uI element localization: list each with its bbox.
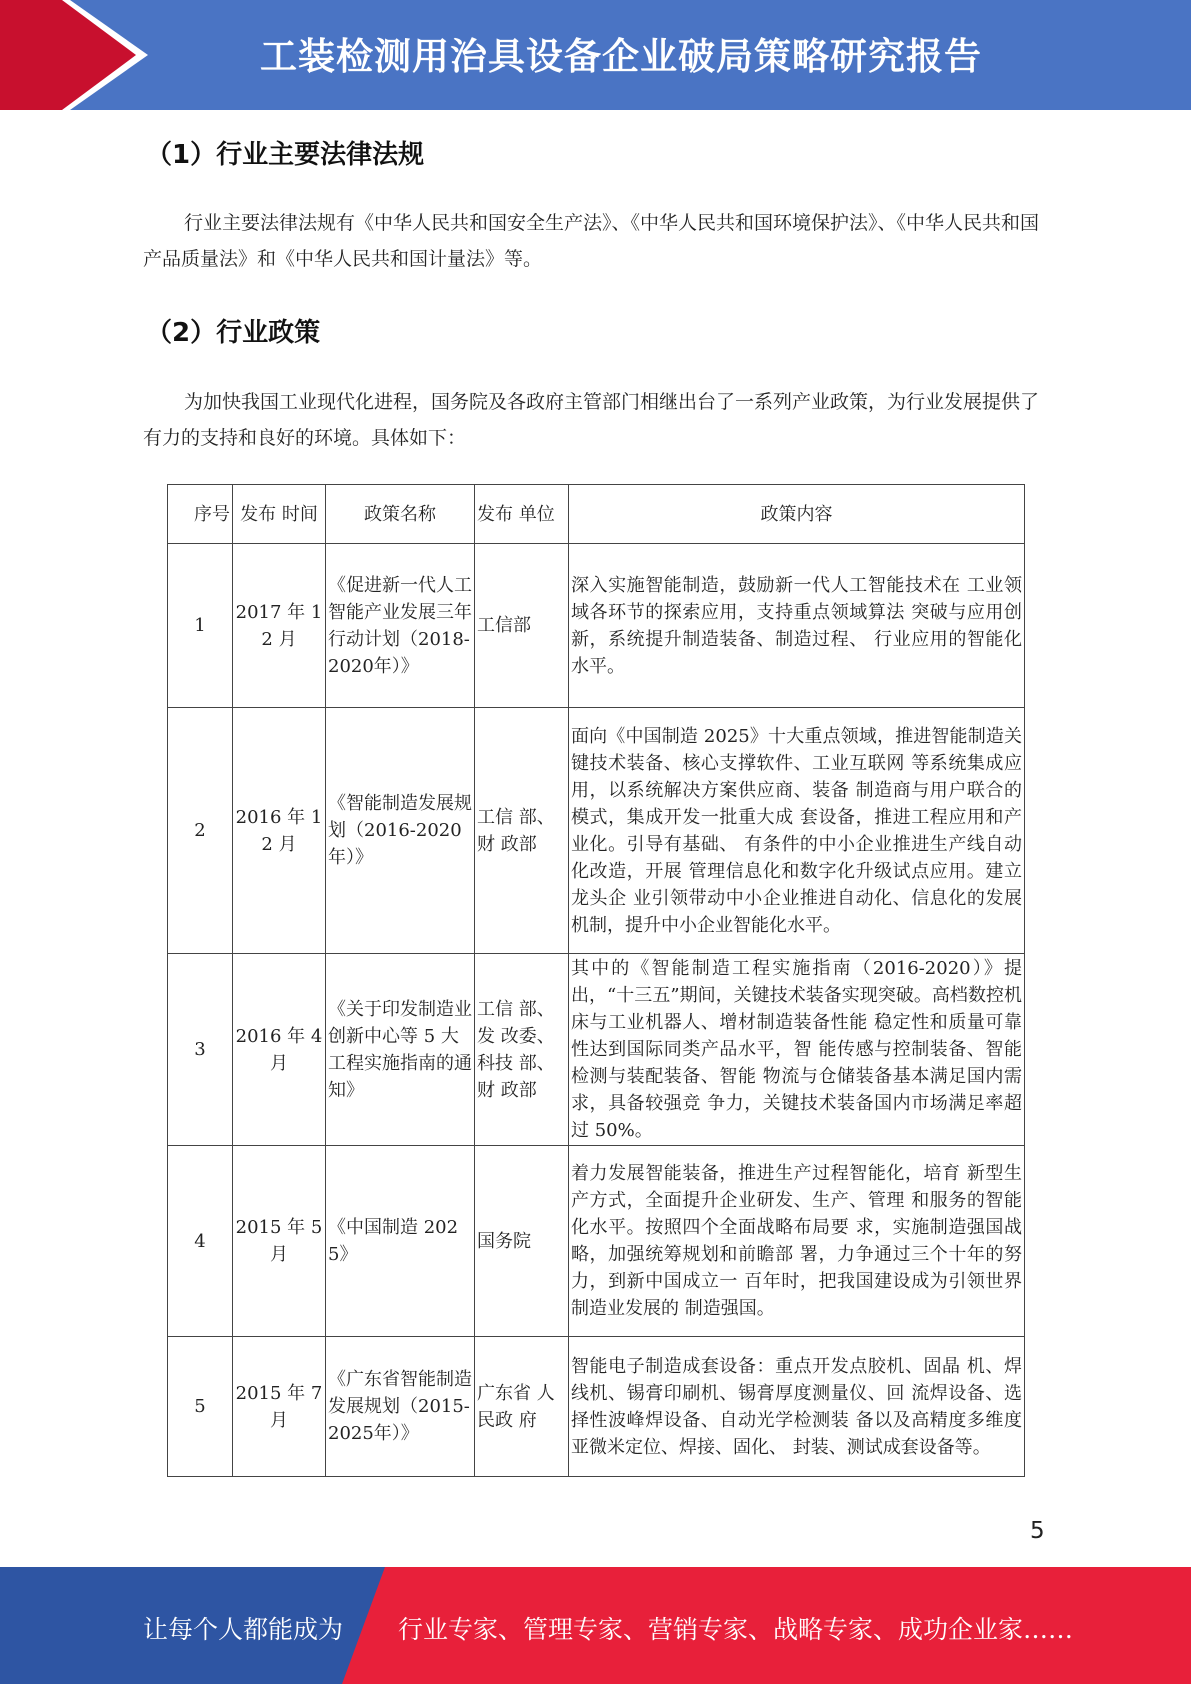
row-no: 4 xyxy=(168,1146,233,1337)
row-date: 2015 年 5 月 xyxy=(233,1146,326,1337)
row-no: 1 xyxy=(168,544,233,708)
paragraph-policies: 为加快我国工业现代化进程，国务院及各政府主管部门相继出台了一系列产业政策，为行业发展提供了有力的支持和良好的环境。具体如下： xyxy=(143,391,1040,449)
table-row xyxy=(168,1337,1025,1477)
row-content: 智能电子制造成套设备：重点开发点胶机、固晶 机、焊线机、锡膏印刷机、锡膏厚度测量仪、回 流焊设备、选择性波峰焊设备、自动光学检测装 备以及高精度多维度亚微米定位、焊接、固化、 封装、测试成套设备等。 xyxy=(569,1337,1025,1477)
table-row xyxy=(168,544,1025,708)
row-unit: 国务院 xyxy=(475,1146,569,1337)
row-policy-name: 《促进新一代人工智能产业发展三年行动计划（2018-2020年）》 xyxy=(326,544,475,708)
row-no: 2 xyxy=(168,708,233,954)
row-policy-name: 《中国制造 2025》 xyxy=(326,1146,475,1337)
header-no: 序号 xyxy=(168,485,233,544)
footer-banner xyxy=(0,1567,1191,1684)
footer-slogan-right: 行业专家、管理专家、营销专家、战略专家、成功企业家…… xyxy=(398,1615,1074,1644)
row-content: 着力发展智能装备，推进生产过程智能化，培育 新型生产方式，全面提升企业研发、生产、管理 和服务的智能化水平。按照四个全面战略布局要 求，实施制造强国战略，加强统筹规划和前瞻部 署，力争通过三个十年的努力，到新中国成立一 百年时，把我国建设成为引领世界制造业发展的 制造强国。 xyxy=(569,1146,1025,1337)
header-banner xyxy=(0,0,1191,110)
row-content: 深入实施智能制造，鼓励新一代人工智能技术在 工业领域各环节的探索应用，支持重点领域算法 突破与应用创新，系统提升制造装备、制造过程、 行业应用的智能化水平。 xyxy=(569,544,1025,708)
row-no: 5 xyxy=(168,1337,233,1477)
header-content: 政策内容 xyxy=(569,485,1025,544)
row-no: 3 xyxy=(168,954,233,1146)
policy-table xyxy=(167,484,1025,1477)
row-date: 2016 年 4 月 xyxy=(233,954,326,1146)
section-title-laws: （1）行业主要法律法规 xyxy=(146,140,425,170)
table-row xyxy=(168,954,1025,1146)
row-content: 面向《中国制造 2025》十大重点领域，推进智能制造关键技术装备、核心支撑软件、工业互联网 等系统集成应用，以系统解决方案供应商、装备 制造商与用户联合的模式，集成开发一批重大成 套设备，推进工程应用和产业化。引导有基础、 有条件的中小企业推进生产线自动化改造，开展 管理信息化和数字化升级试点应用。建立龙头企 业引领带动中小企业推进自动化、信息化的发展 机制，提升中小企业智能化水平。 xyxy=(569,708,1025,954)
row-policy-name: 《广东省智能制造发展规划（2015-2025年）》 xyxy=(326,1337,475,1477)
header-arrow-decoration xyxy=(0,0,160,110)
row-policy-name: 《智能制造发展规划（2016-2020年）》 xyxy=(326,708,475,954)
row-unit: 工信 部、发 改委、科技 部、财 政部 xyxy=(475,954,569,1146)
header-name: 政策名称 xyxy=(326,485,475,544)
table-header-row xyxy=(168,485,1025,544)
row-date: 2015 年 7 月 xyxy=(233,1337,326,1477)
table-row xyxy=(168,1146,1025,1337)
row-unit: 工信部 xyxy=(475,544,569,708)
row-content: 其中的《智能制造工程实施指南（2016-2020）》提出，“十三五”期间，关键技术装备实现突破。高档数控机床与工业机器人、增材制造装备性能 稳定性和质量可靠性达到国际同类产品水平，智 能传感与控制装备、智能检测与装配装备、智能 物流与仓储装备基本满足国内需求，具备较强竞 争力，关键技术装备国内市场满足率超过 50%。 xyxy=(569,954,1025,1146)
row-unit: 工信 部、财 政部 xyxy=(475,708,569,954)
page-number: 5 xyxy=(1030,1518,1045,1544)
section-title-policies: （2）行业政策 xyxy=(146,318,321,348)
row-unit: 广东省 人民政 府 xyxy=(475,1337,569,1477)
row-policy-name: 《关于印发制造业创新中心等 5 大工程实施指南的通知》 xyxy=(326,954,475,1146)
header-date: 发布 时间 xyxy=(233,485,326,544)
paragraph-laws: 行业主要法律法规有《中华人民共和国安全生产法》、《中华人民共和国环境保护法》、《中华人民共和国产品质量法》和《中华人民共和国计量法》等。 xyxy=(143,212,1040,270)
report-title: 工装检测用治具设备企业破局策略研究报告 xyxy=(260,35,982,78)
table-row xyxy=(168,708,1025,954)
footer-slogan-left: 让每个人都能成为 xyxy=(143,1615,344,1644)
row-date: 2016 年 12 月 xyxy=(233,708,326,954)
row-date: 2017 年 12 月 xyxy=(233,544,326,708)
header-unit: 发布 单位 xyxy=(475,485,569,544)
